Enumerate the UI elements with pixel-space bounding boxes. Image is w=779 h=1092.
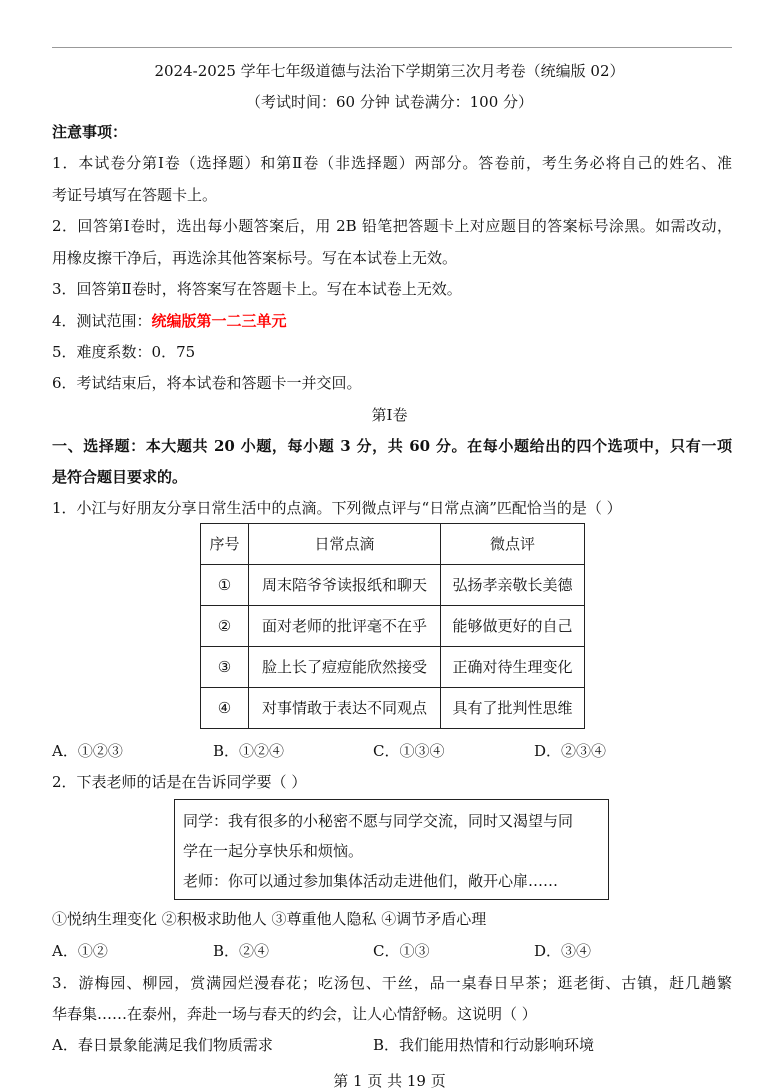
table-header-cell: 日常点滴 — [249, 524, 441, 565]
table-header-row — [201, 524, 585, 565]
q2-stem: 2．下表老师的话是在告诉同学要（ ） — [52, 773, 307, 791]
table-cell: 具有了批判性思维 — [441, 688, 585, 729]
table-row — [201, 688, 585, 729]
table-header-cell: 序号 — [201, 524, 249, 565]
q1-option-a: A．①②③ — [52, 742, 123, 760]
table-row — [201, 606, 585, 647]
header-rule — [52, 47, 732, 48]
notice-item-4-prefix: 4．测试范围： — [52, 312, 152, 330]
table-cell: ① — [201, 565, 249, 606]
q3-stem-line-1: 3．游梅园、柳园，赏满园烂漫春花；吃汤包、干丝，品一桌春日早茶；逛老街、古镇，赶几趟繁 — [52, 974, 732, 992]
section-heading-line-1: 一、选择题：本大题共 20 小题，每小题 3 分，共 60 分。在每小题给出的四个选项中，只有一项 — [52, 437, 732, 455]
page-title: 2024-2025 学年七年级道德与法治下学期第三次月考卷（统编版 02） — [154, 62, 625, 80]
q2-dialogue-box — [174, 799, 609, 900]
table-cell: ② — [201, 606, 249, 647]
table-cell: ④ — [201, 688, 249, 729]
notice-item-4 — [52, 310, 732, 332]
q1-option-c: C．①③④ — [373, 742, 445, 760]
table-cell: 对事情敢于表达不同观点 — [249, 688, 441, 729]
section-heading-line-2: 是符合题目要求的。 — [52, 468, 188, 486]
table-cell: ③ — [201, 647, 249, 688]
table-cell: 正确对待生理变化 — [441, 647, 585, 688]
table-row — [201, 647, 585, 688]
exam-info: （考试时间：60 分钟 试卷满分：100 分） — [245, 93, 534, 111]
notice-heading: 注意事项： — [52, 123, 128, 141]
table-header-cell: 微点评 — [441, 524, 585, 565]
notice-item-1-line-1: 1．本试卷分第Ⅰ卷（选择题）和第Ⅱ卷（非选择题）两部分。答卷前，考生务必将自己的姓名、准 — [52, 154, 732, 172]
notice-item-1-line-2: 考证号填写在答题卡上。 — [52, 186, 218, 204]
notice-item-3: 3．回答第Ⅱ卷时，将答案写在答题卡上。写在本试卷上无效。 — [52, 280, 462, 298]
q2-option-d: D．③④ — [534, 942, 592, 960]
q1-option-d: D．②③④ — [534, 742, 607, 760]
q3-option-a: A．春日景象能满足我们物质需求 — [52, 1036, 273, 1054]
test-scope: 统编版第一二三单元 — [151, 312, 287, 330]
q3-stem-line-2: 华春集……在泰州，奔赴一场与春天的约会，让人心情舒畅。这说明（ ） — [52, 1005, 537, 1023]
notice-item-6: 6．考试结束后，将本试卷和答题卡一并交回。 — [52, 374, 362, 392]
dialogue-line-student-2: 学在一起分享快乐和烦恼。 — [183, 842, 364, 860]
table-cell: 弘扬孝亲敬长美德 — [441, 565, 585, 606]
dialogue-line-student-1: 同学：我有很多的小秘密不愿与同学交流，同时又渴望与同 — [183, 812, 574, 830]
table-cell: 面对老师的批评毫不在乎 — [249, 606, 441, 647]
q2-option-a: A．①② — [52, 942, 108, 960]
table-row — [201, 565, 585, 606]
q1-table — [200, 523, 585, 729]
notice-item-5: 5．难度系数：0．75 — [52, 343, 196, 361]
q2-option-c: C．①③ — [373, 942, 430, 960]
notice-item-2-line-1: 2．回答第Ⅰ卷时，选出每小题答案后，用 2B 铅笔把答题卡上对应题目的答案标号涂黑。如需改动， — [52, 217, 732, 235]
q2-option-b: B．②④ — [213, 942, 270, 960]
notice-item-2-line-2: 用橡皮擦干净后，再选涂其他答案标号。写在本试卷上无效。 — [52, 249, 458, 267]
q2-statements: ①悦纳生理变化 ②积极求助他人 ③尊重他人隐私 ④调节矛盾心理 — [52, 910, 487, 928]
page-number: 第 1 页 共 19 页 — [333, 1072, 446, 1090]
q3-option-b: B．我们能用热情和行动影响环境 — [373, 1036, 595, 1054]
volume-label: 第Ⅰ卷 — [371, 406, 408, 424]
table-cell: 脸上长了痘痘能欣然接受 — [249, 647, 441, 688]
table-cell: 周末陪爷爷读报纸和聊天 — [249, 565, 441, 606]
q1-option-b: B．①②④ — [213, 742, 285, 760]
dialogue-line-teacher: 老师：你可以通过参加集体活动走进他们，敞开心扉…… — [183, 872, 559, 890]
q1-stem: 1．小江与好朋友分享日常生活中的点滴。下列微点评与“日常点滴”匹配恰当的是（ ） — [52, 499, 622, 517]
table-cell: 能够做更好的自己 — [441, 606, 585, 647]
